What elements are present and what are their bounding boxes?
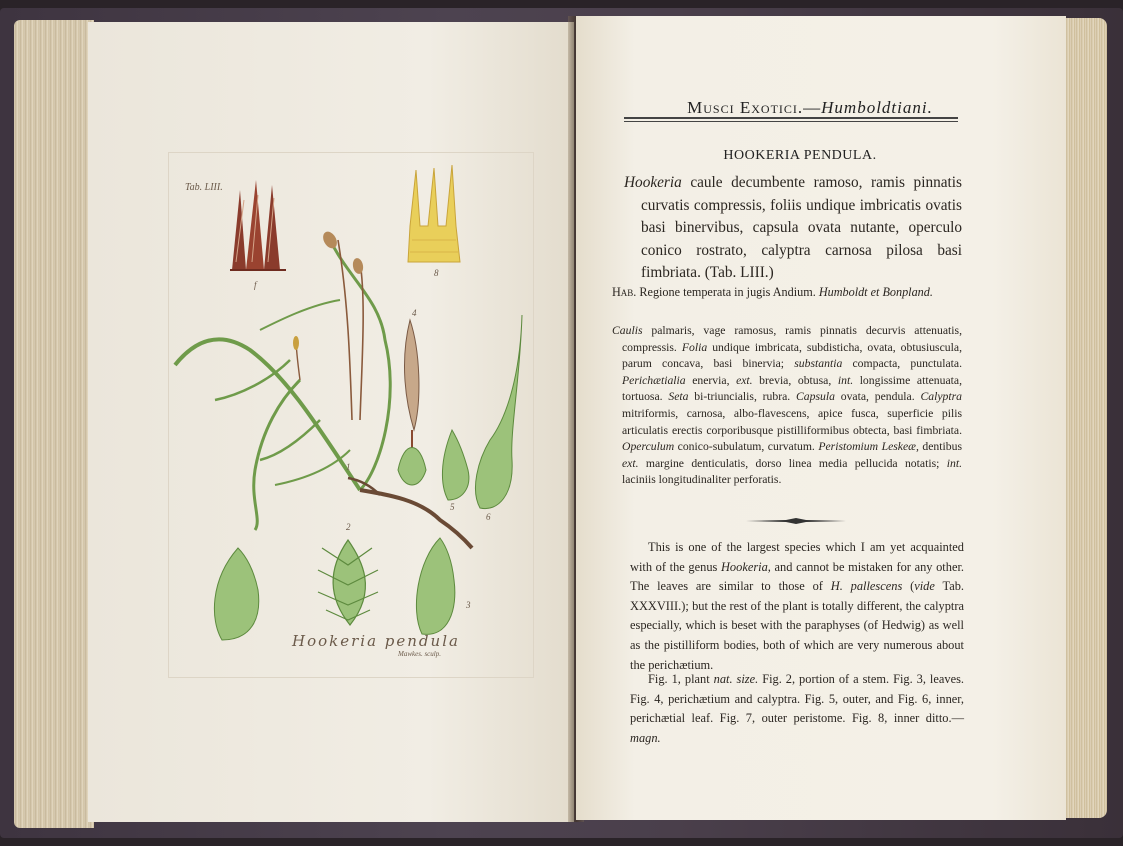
head-rule-thin <box>624 121 958 122</box>
fig-plant-branch <box>175 229 472 548</box>
species-title: HOOKERIA PENDULA. <box>723 148 877 163</box>
plate-caption: Hookeria pendula <box>292 632 460 650</box>
section-ornament <box>746 518 846 524</box>
fig-label: 2 <box>346 522 351 532</box>
latin-description: Caulis palmaris, vage ramosus, ramis pinnatis decurvis attenuatis, compressis. Folia undique imbricata, subdisticha, ovata, obtusiuscula, parum concava, basi binervia; substantia compacta, punctulata. Perichætialia enervia, ext. brevia, obtusa, int. longissime attenuata, tortuosa. Seta bi-triuncialis, rubra. Capsula ovata, pendula. Calyptra mitriformis, carnosa, albo-flavescens, apice fusca, superficie pilis articulatis erectis corporibusque pistilliformibus obtecta, basi fimbriata. Operculum conico-subulatum, curvatum. Peristomium Leskeæ, dentibus ext. margine denticulatis, dorso linea media pellucida notatis; int. laciniis longitudinaliter perforatis. <box>612 324 962 487</box>
engraver-credit: Mawkes. sculp. <box>398 650 441 658</box>
fig-perichaetium-calyptra <box>398 320 426 485</box>
figure-explanation: Fig. 1, plant nat. size. Fig. 2, portion of a stem. Fig. 3, leaves. Fig. 4, perichætium and calyptra. Fig. 5, outer, and Fig. 6, inner, perichætial leaf. Fig. 7, outer peristome. Fig. 8, inner ditto.—magn. <box>630 672 964 745</box>
habitat: Hab. Regione temperata in jugis Andium. Humboldt et Bonpland. <box>612 285 933 299</box>
running-head <box>640 98 980 118</box>
fig-label: 4 <box>412 308 417 318</box>
fig-label: 1 <box>346 462 351 472</box>
species-diagnosis: Hookeria caule decumbente ramoso, ramis pinnatis curvatis compressis, foliis undique imbricatis ovatis basi binervibus, capsula ovata nutante, operculo conico rostrato, calyptra carnosa pilosa basi fimbriata. (Tab. LIII.) <box>624 174 962 281</box>
fig-outer-peristome <box>230 180 286 270</box>
fig-label: f <box>254 280 257 290</box>
fig-label: 5 <box>450 502 455 512</box>
fig-label: 3 <box>466 600 471 610</box>
fig-inner-peristome <box>408 165 460 262</box>
commentary-paragraph: This is one of the largest species which I am yet acquainted with of the genus Hookeria, and cannot be mistaken for any other. The leaves are similar to those of H. pallescens (vide Tab. XXXVIII.); but the rest of the plant is totally different, the calyptra especially, which is beset with the paraphyses (of Hedwig) as well as the pistilliform bodies, both of which are very numerous about the perichætium. <box>630 540 964 672</box>
running-head-section: Musci Exotici.— <box>687 98 822 117</box>
fig-label: 6 <box>486 512 491 522</box>
plate-tab-label: Tab. LIII. <box>185 182 223 193</box>
head-rule-thick <box>624 117 958 119</box>
running-head-group: Humboldtiani. <box>821 98 933 117</box>
fig-perichaetial-leaves <box>442 315 522 509</box>
fig-label: 8 <box>434 268 439 278</box>
fig-stem-portion <box>318 540 378 625</box>
